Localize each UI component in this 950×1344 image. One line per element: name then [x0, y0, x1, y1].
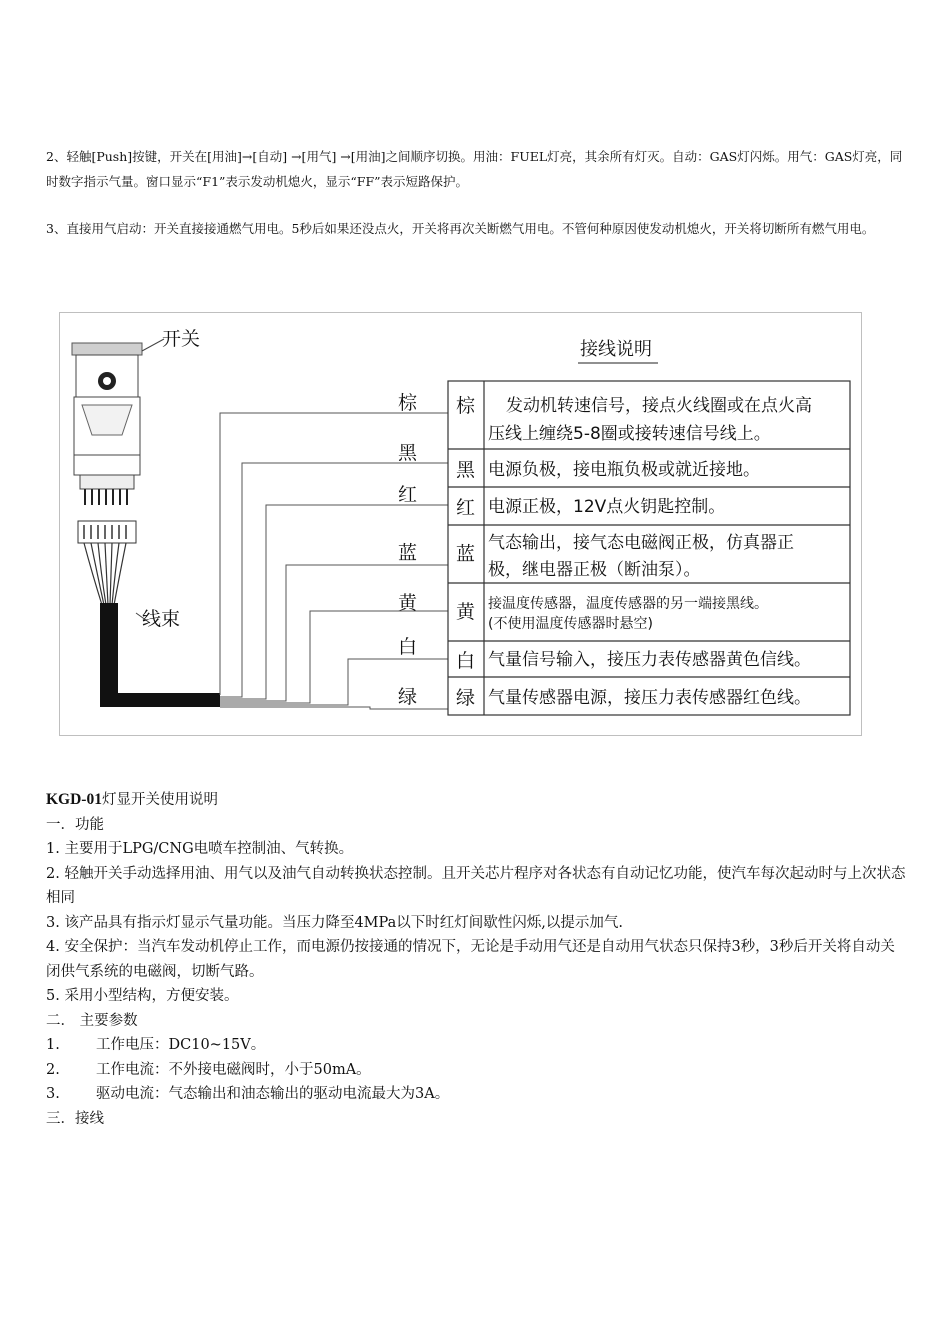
wiring-diagram-svg — [60, 313, 862, 736]
table-desc-blue-1: 气态输出，接气态电磁阀正极，仿真器正 — [488, 533, 794, 553]
manual-title-text: 灯显开关使用说明 — [101, 792, 218, 808]
table-color-white: 白 — [456, 650, 476, 672]
table-desc-red: 电源正极，12V点火钥匙控制。 — [488, 497, 726, 517]
wire-label-red: 红 — [398, 484, 418, 506]
param-num: 2. — [46, 1061, 60, 1078]
wire-label-yellow: 黄 — [398, 592, 418, 614]
table-desc-brown-2: 压线上缠绕5-8圈或接转速信号线上。 — [488, 424, 771, 444]
manual-section — [46, 788, 908, 1131]
table-color-red: 红 — [456, 497, 476, 519]
harness-label: 线束 — [142, 608, 181, 630]
table-desc-white: 气量信号输入，接压力表传感器黄色信线。 — [488, 650, 811, 670]
section-heading-wiring: 三．接线 — [46, 1110, 104, 1127]
wire-label-green: 绿 — [398, 686, 418, 708]
function-item-5: 5. 采用小型结构，方便安装。 — [46, 988, 239, 1004]
table-title: 接线说明 — [580, 339, 652, 360]
switch-label: 开关 — [162, 328, 201, 350]
function-item-3: 3. 该产品具有指示灯显示气量功能。当压力降至4MPa以下时红灯间歇性闪烁,以提示加气. — [46, 914, 623, 931]
wire-label-black: 黑 — [398, 442, 418, 464]
param-item-1 — [46, 1033, 908, 1058]
function-item-4: 4. 安全保护：当汽车发动机停止工作，而电源仍按接通的情况下，无论是手动用气还是自动用气状态只保持3秒，3秒后开关将自动关闭供气系统的电磁阀，切断气路。 — [46, 939, 895, 980]
param-num: 1. — [46, 1037, 60, 1053]
table-desc-green: 气量传感器电源，接压力表传感器红色线。 — [488, 688, 811, 708]
function-item-1: 1. 主要用于LPG/CNG电喷车控制油、气转换。 — [46, 841, 354, 857]
intro-paragraph-3: 3、直接用气启动：开关直接接通燃气用电。5秒后如果还没点火，开关将再次关断燃气用电。不管何种原因使发动机熄火，开关将切断所有燃气用电。 — [46, 221, 875, 236]
table-desc-brown-1: 发动机转速信号，接点火线圈或在点火高 — [506, 396, 812, 416]
wire-label-brown: 棕 — [398, 392, 418, 414]
table-color-blue: 蓝 — [456, 543, 476, 565]
function-item-2: 2. 轻触开关手动选择用油、用气以及油气自动转换状态控制。且开关芯片程序对各状态有自动记忆功能，使汽车每次起动时与上次状态相同 — [46, 865, 906, 906]
wire-label-blue: 蓝 — [398, 542, 418, 564]
manual-title-model: KGD-01 — [46, 791, 102, 808]
section-heading-functions: 一．功能 — [46, 816, 104, 833]
param-text: 工作电压：DC10~15V。 — [96, 1037, 266, 1053]
table-color-black: 黑 — [456, 459, 476, 481]
connector-icon — [78, 521, 136, 605]
table-desc-blue-2: 极，继电器正极（断油泵）。 — [488, 560, 701, 580]
table-color-yellow: 黄 — [456, 601, 476, 623]
param-num: 3. — [46, 1086, 60, 1102]
table-color-brown: 棕 — [456, 395, 476, 417]
param-item-2 — [46, 1058, 908, 1083]
table-desc-yellow-1: 接温度传感器，温度传感器的另一端接黑线。 — [488, 596, 768, 612]
param-text: 工作电流：不外接电磁阀时，小于50mA。 — [96, 1061, 371, 1078]
table-color-green: 绿 — [456, 687, 476, 709]
param-item-3 — [46, 1082, 908, 1107]
section-heading-parameters: 二． 主要参数 — [46, 1012, 138, 1029]
wire-label-white: 白 — [398, 636, 418, 658]
manual-title — [46, 788, 908, 813]
intro-paragraph-2: 2、轻触[Push]按键，开关在[用油]→[自动] →[用气] →[用油]之间顺序切换。用油：FUEL灯亮，其余所有灯灭。自动：GAS灯闪烁。用气：GAS灯亮，同时数字指示气量。窗口显示“F1”表示发动机熄火，显示“FF”表示短路保护。 — [46, 149, 903, 189]
table-desc-black: 电源负极，接电瓶负极或就近接地。 — [488, 460, 760, 480]
param-text: 驱动电流：气态输出和油态输出的驱动电流最大为3A。 — [96, 1086, 450, 1102]
switch-device-icon — [72, 343, 142, 505]
table-desc-yellow-2: (不使用温度传感器时悬空) — [488, 616, 653, 632]
wiring-diagram — [59, 312, 862, 736]
